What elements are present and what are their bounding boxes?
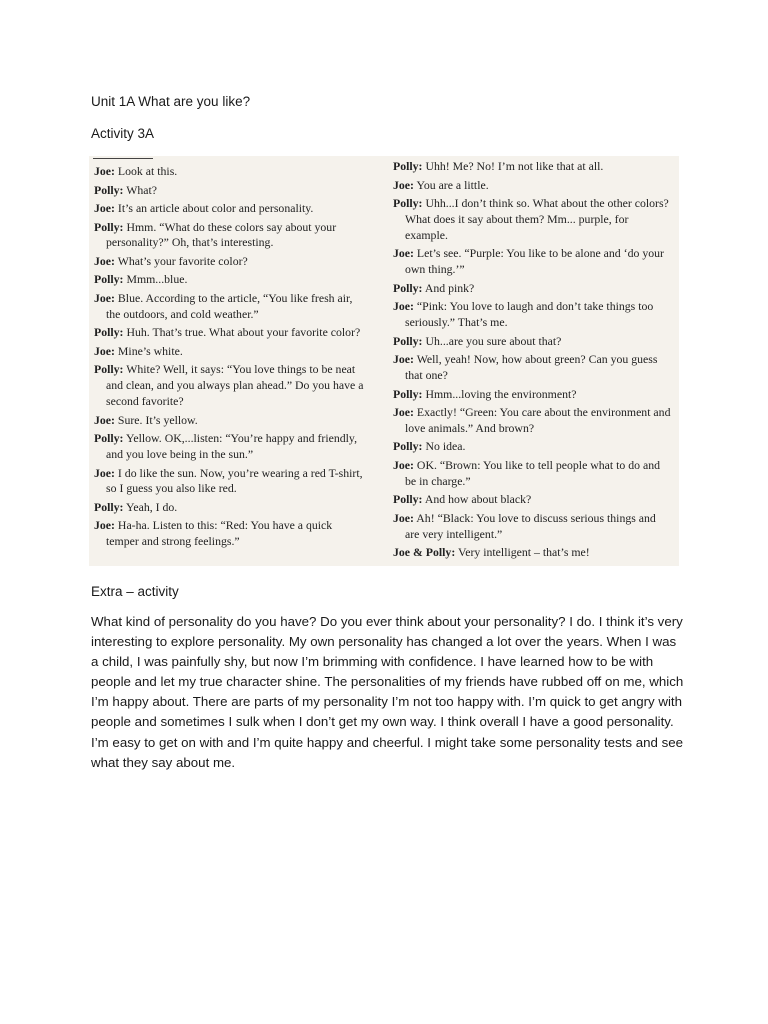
dialogue-text: Uhh...I don’t think so. What about the other colors? What does it say about them? Mm... purple, for example. <box>405 196 669 242</box>
speaker-name: Polly: <box>393 386 423 401</box>
dialogue-text: Mmm...blue. <box>126 272 188 287</box>
dialogue-line <box>94 500 364 516</box>
dialogue-line <box>94 183 364 199</box>
dialogue-line <box>94 291 364 323</box>
dialogue-line <box>94 431 364 463</box>
dialogue-text: What’s your favorite color? <box>117 253 248 268</box>
dialogue-text: Hmm. “What do these colors say about your personality?” Oh, that’s interesting. <box>106 219 337 250</box>
dialogue-text: What? <box>126 182 158 197</box>
speaker-name: Polly: <box>94 272 124 287</box>
dialogue-line <box>94 220 364 252</box>
speaker-name: Joe: <box>393 405 414 420</box>
dialogue-text: Hmm...loving the environment? <box>425 386 577 401</box>
speaker-name: Joe: <box>94 518 115 533</box>
dialogue-text: Blue. According to the article, “You like fresh air, the outdoors, and cold weather.” <box>106 290 353 321</box>
dialogue-line <box>94 362 364 410</box>
dialogue-left-column <box>94 164 364 553</box>
dialogue-line <box>393 281 673 297</box>
dialogue-text: Sure. It’s yellow. <box>117 412 198 427</box>
dialogue-text: Let’s see. “Purple: You like to be alone and ‘do your own thing.’” <box>405 246 664 277</box>
dialogue-line <box>94 325 364 341</box>
dialogue-line <box>393 299 673 331</box>
speaker-name: Polly: <box>393 280 423 295</box>
dialogue-line <box>393 511 673 543</box>
speaker-name: Polly: <box>94 362 124 377</box>
speaker-name: Joe: <box>393 352 414 367</box>
dialogue-right-column <box>393 159 673 564</box>
dialogue-line <box>94 344 364 360</box>
dialogue-line <box>393 246 673 278</box>
dialogue-text: Uh...are you sure about that? <box>425 333 562 348</box>
speaker-name: Polly: <box>393 492 423 507</box>
speaker-name: Joe: <box>393 510 414 525</box>
speaker-name: Joe: <box>393 177 414 192</box>
speaker-name: Joe: <box>393 246 414 261</box>
dialogue-text: White? Well, it says: “You love things to be neat and clean, and you always plan ahead.” Do you have a second favorite? <box>106 362 364 409</box>
dialogue-line <box>393 334 673 350</box>
unit-title: Unit 1A What are you like? <box>91 94 251 109</box>
dialogue-line <box>94 201 364 217</box>
dialogue-text: Yellow. OK,...listen: “You’re happy and friendly, and you love being in the sun.” <box>106 431 358 462</box>
extra-activity-paragraph: What kind of personality do you have? Do you ever think about your personality? I do. I think it’s very interesting to explore personality. My own personality has changed a lot over the years. When I was a child, I was painfully shy, but now I’m brimming with confidence. I have learned how to be with people and let my true character shine. The personalities of my friends have rubbed off on me, which I’m happy about. There are parts of my personality I’m not too happy with. I’m quick to get angry with people and sometimes I sulk when I don’t get my own way. I think overall I have a good personality. I’m easy to get on with and I’m quite happy and cheerful. I might take some personality tests and see what they say about me. <box>91 614 684 770</box>
dialogue-line <box>94 466 364 498</box>
dialogue-line <box>393 387 673 403</box>
dialogue-line <box>393 196 673 244</box>
dialogue-text: You are a little. <box>416 177 489 192</box>
speaker-name: Joe: <box>94 343 115 358</box>
speaker-name: Joe & Polly: <box>393 545 456 560</box>
dialogue-line <box>393 492 673 508</box>
dialogue-text: “Pink: You love to laugh and don’t take things too seriously.” That’s me. <box>405 299 654 330</box>
dialogue-line <box>393 439 673 455</box>
speaker-name: Polly: <box>94 431 124 446</box>
dialogue-text: Ha-ha. Listen to this: “Red: You have a quick temper and strong feelings.” <box>106 518 333 549</box>
dialogue-line <box>94 413 364 429</box>
speaker-name: Joe: <box>393 457 414 472</box>
dialogue-line <box>94 518 364 550</box>
dialogue-text: And how about black? <box>424 492 532 507</box>
speaker-name: Polly: <box>94 325 124 340</box>
dialogue-line <box>94 164 364 180</box>
dialogue-text: And pink? <box>424 280 475 295</box>
dialogue-line <box>94 272 364 288</box>
dialogue-line <box>393 352 673 384</box>
speaker-name: Polly: <box>393 439 423 454</box>
speaker-name: Polly: <box>94 219 124 234</box>
dialogue-line <box>393 178 673 194</box>
dialogue-text: It’s an article about color and personality. <box>117 201 314 215</box>
extra-activity-title: Extra – activity <box>91 584 179 599</box>
dialogue-scan-image <box>89 156 679 566</box>
dialogue-text: No idea. <box>425 439 466 454</box>
dialogue-text: Huh. That’s true. What about your favorite color? <box>126 325 361 340</box>
speaker-name: Polly: <box>393 196 423 210</box>
speaker-name: Joe: <box>94 412 115 427</box>
speaker-name: Joe: <box>94 201 115 215</box>
speaker-name: Joe: <box>94 253 115 268</box>
speaker-name: Joe: <box>94 290 115 305</box>
dialogue-text: Yeah, I do. <box>126 499 178 514</box>
speaker-name: Polly: <box>94 182 124 197</box>
scan-top-rule <box>93 158 153 159</box>
dialogue-text: Mine’s white. <box>117 343 183 358</box>
dialogue-text: OK. “Brown: You like to tell people what to do and be in charge.” <box>405 457 661 488</box>
dialogue-text: I do like the sun. Now, you’re wearing a red T-shirt, so I guess you also like red. <box>106 465 363 496</box>
dialogue-text: Uhh! Me? No! I’m not like that at all. <box>425 159 604 173</box>
dialogue-text: Look at this. <box>117 164 178 178</box>
activity-title: Activity 3A <box>91 126 155 141</box>
dialogue-text: Very intelligent – that’s me! <box>458 545 590 560</box>
speaker-name: Polly: <box>393 159 423 173</box>
speaker-name: Polly: <box>393 333 423 348</box>
dialogue-line <box>94 254 364 270</box>
speaker-name: Polly: <box>94 499 124 514</box>
dialogue-text: Ah! “Black: You love to discuss serious things and are very intelligent.” <box>405 510 656 541</box>
dialogue-line <box>393 159 673 175</box>
speaker-name: Joe: <box>393 299 414 314</box>
dialogue-line <box>393 545 673 561</box>
speaker-name: Joe: <box>94 465 115 480</box>
dialogue-text: Well, yeah! Now, how about green? Can you guess that one? <box>405 352 658 383</box>
dialogue-text: Exactly! “Green: You care about the environment and love animals.” And brown? <box>405 405 671 435</box>
dialogue-line <box>393 405 673 437</box>
speaker-name: Joe: <box>94 164 115 178</box>
dialogue-line <box>393 458 673 490</box>
